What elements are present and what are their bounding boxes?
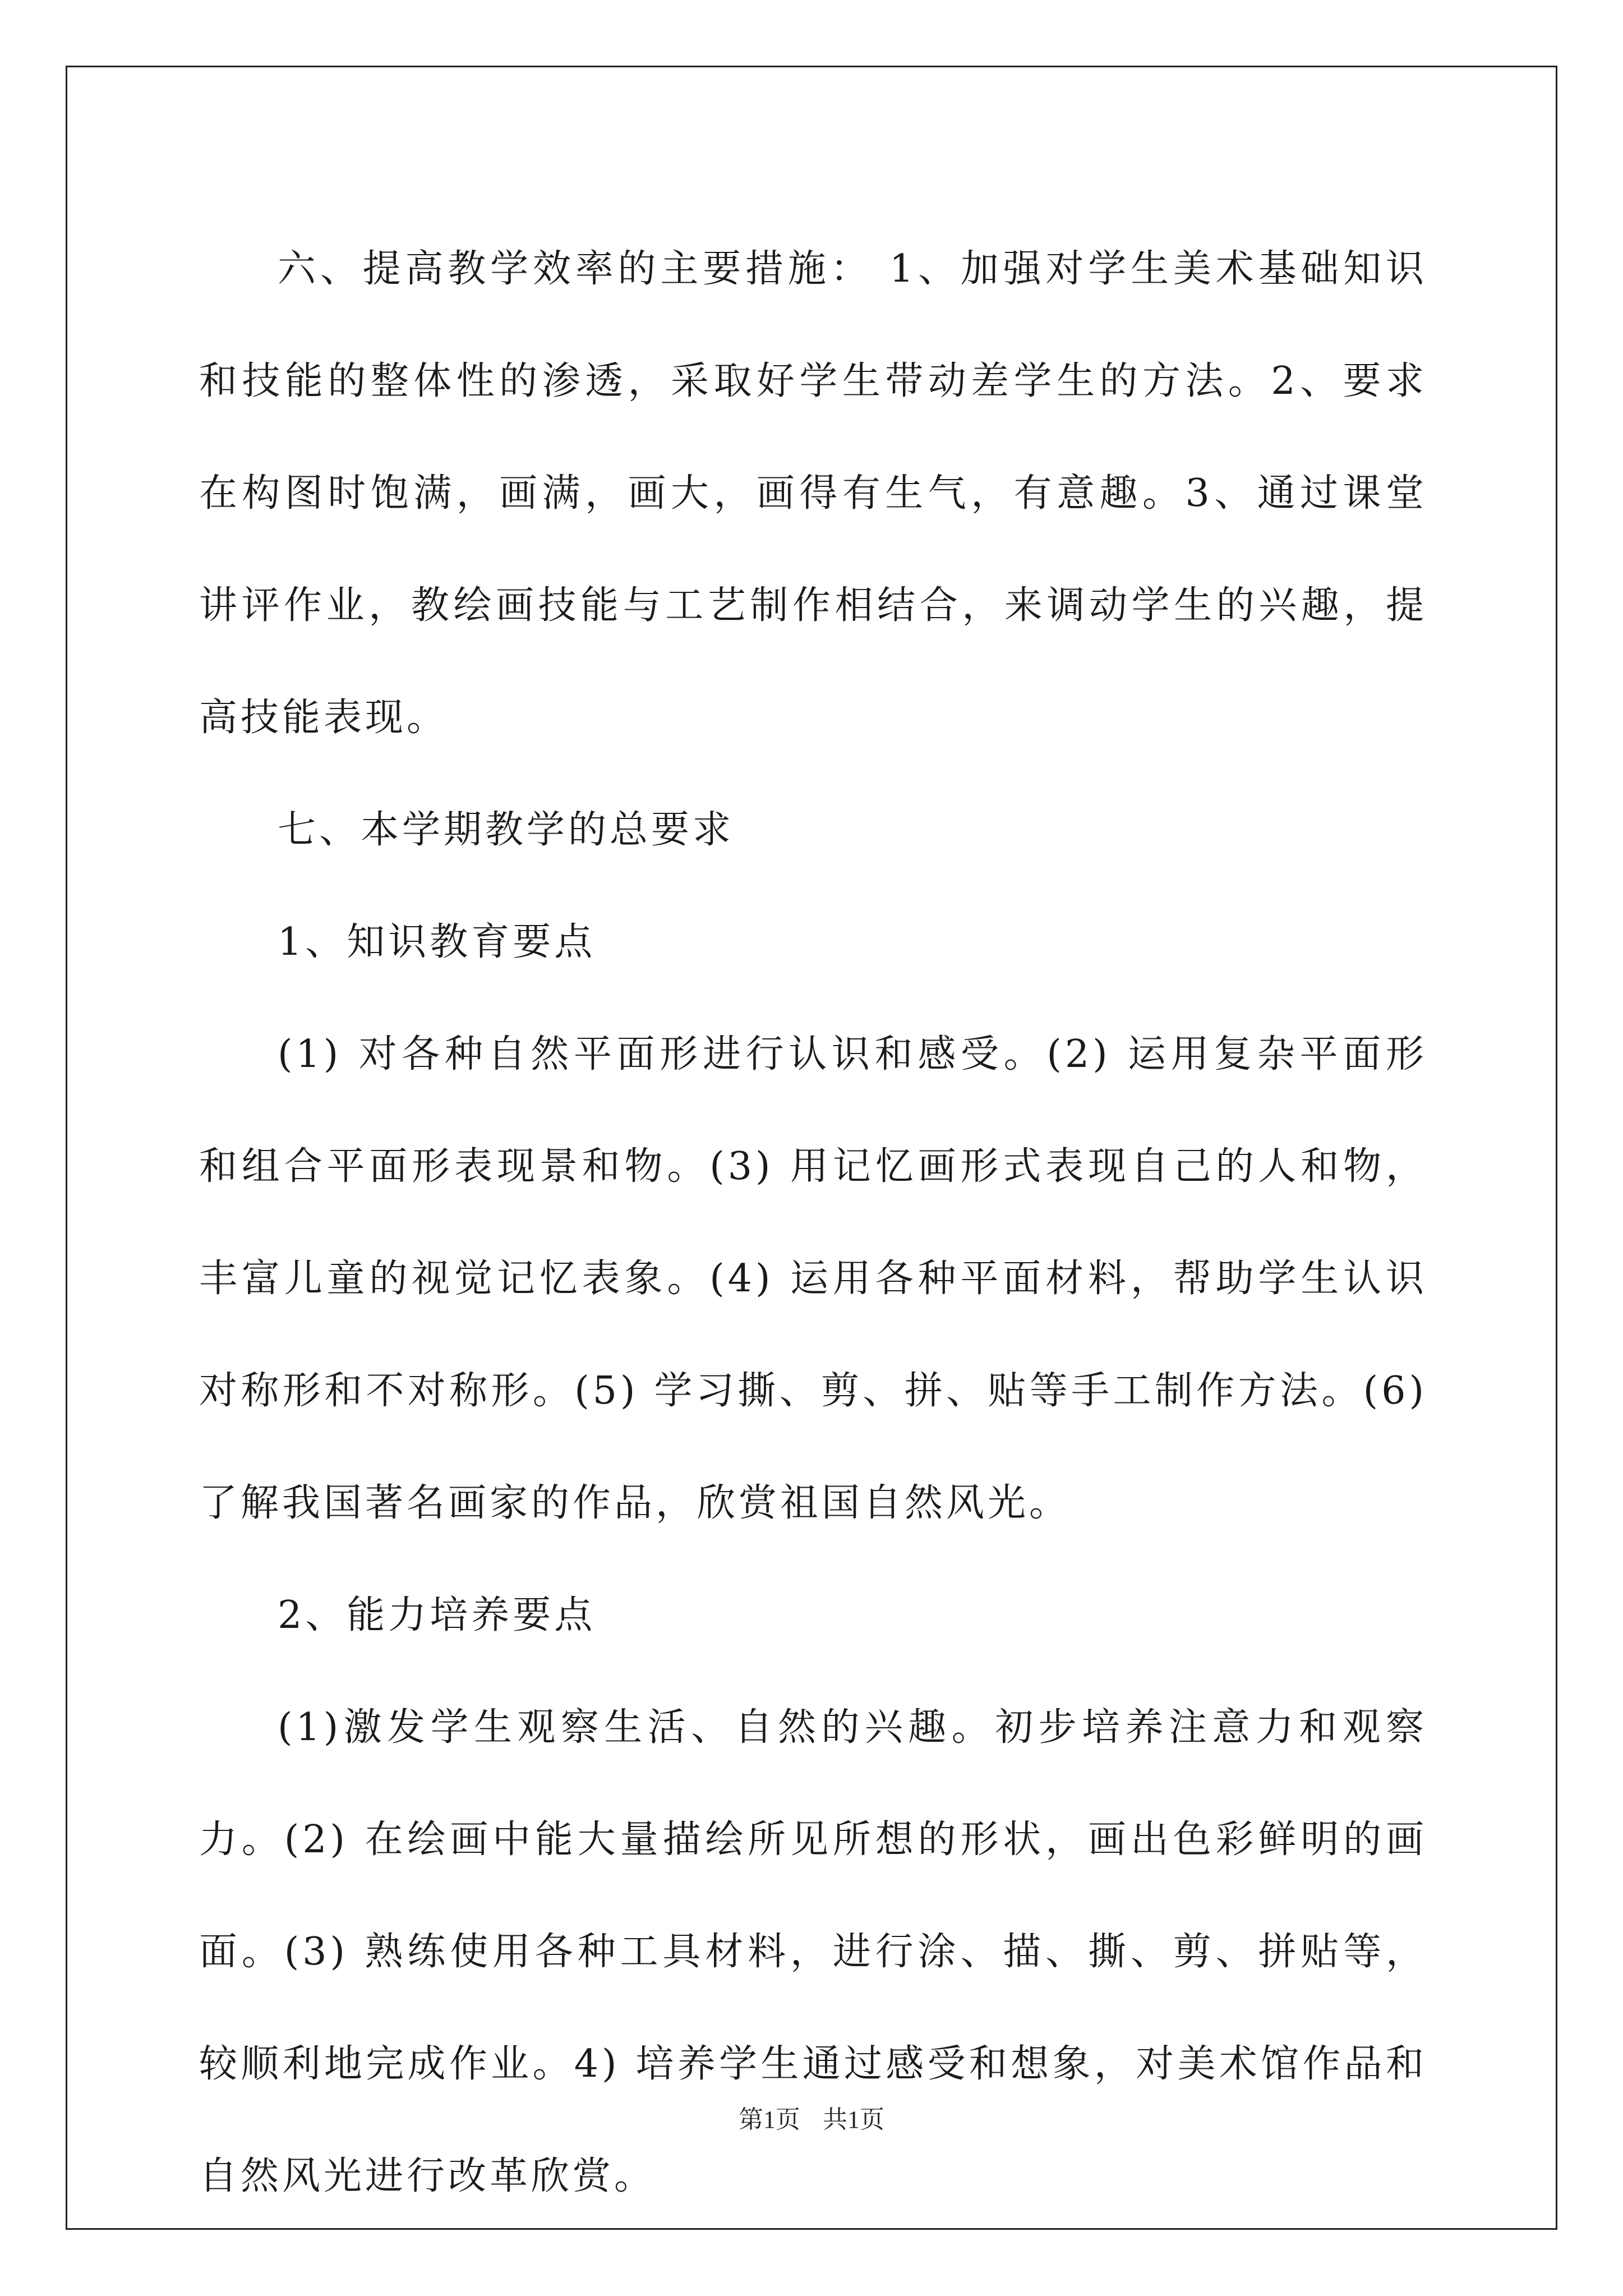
paragraph-knowledge-points: (1) 对各种自然平面形进行认识和感受。(2) 运用复杂平面形和组合平面形表现景和物。(3) 用记忆画形式表现自己的人和物，丰富儿童的视觉记忆表象。(4) 运用各种平面材料，帮助学生认识对称形和不对称形。(5) 学习撕、剪、拼、贴等手工制作方法。(6) 了解我国著名画家的作品，欣赏祖国自然风光。 — [199, 1032, 1427, 1525]
page-footer — [0, 2099, 1623, 2135]
paragraph-teaching-measures: 六、提高教学效率的主要措施： 1、加强对学生美术基础知识和技能的整体性的渗透，采取好学生带动差学生的方法。2、要求在构图时饱满，画满，画大，画得有生气，有意趣。3、通过课堂讲评作业，教绘画技能与工艺制作相结合，来调动学生的兴趣，提高技能表现。 — [199, 247, 1428, 740]
heading-knowledge-points: 1、知识教育要点 — [278, 920, 596, 964]
heading-semester-requirements: 七、本学期教学的总要求 — [278, 808, 735, 852]
paragraph-ability-points: (1)激发学生观察生活、自然的兴趣。初步培养注意力和观察力。(2) 在绘画中能大量描绘所见所想的形状，画出色彩鲜明的画面。(3) 熟练使用各种工具材料，进行涂、描、撕、剪、拼贴等，较顺利地完成作业。4) 培养学生通过感受和想象，对美术馆作品和自然风光进行改革欣赏。 — [199, 1705, 1427, 2198]
page-number: 第1页 — [739, 2106, 800, 2133]
heading-ability-points: 2、能力培养要点 — [278, 1593, 596, 1637]
page-total: 共1页 — [823, 2106, 884, 2133]
document-body — [199, 213, 1427, 2233]
